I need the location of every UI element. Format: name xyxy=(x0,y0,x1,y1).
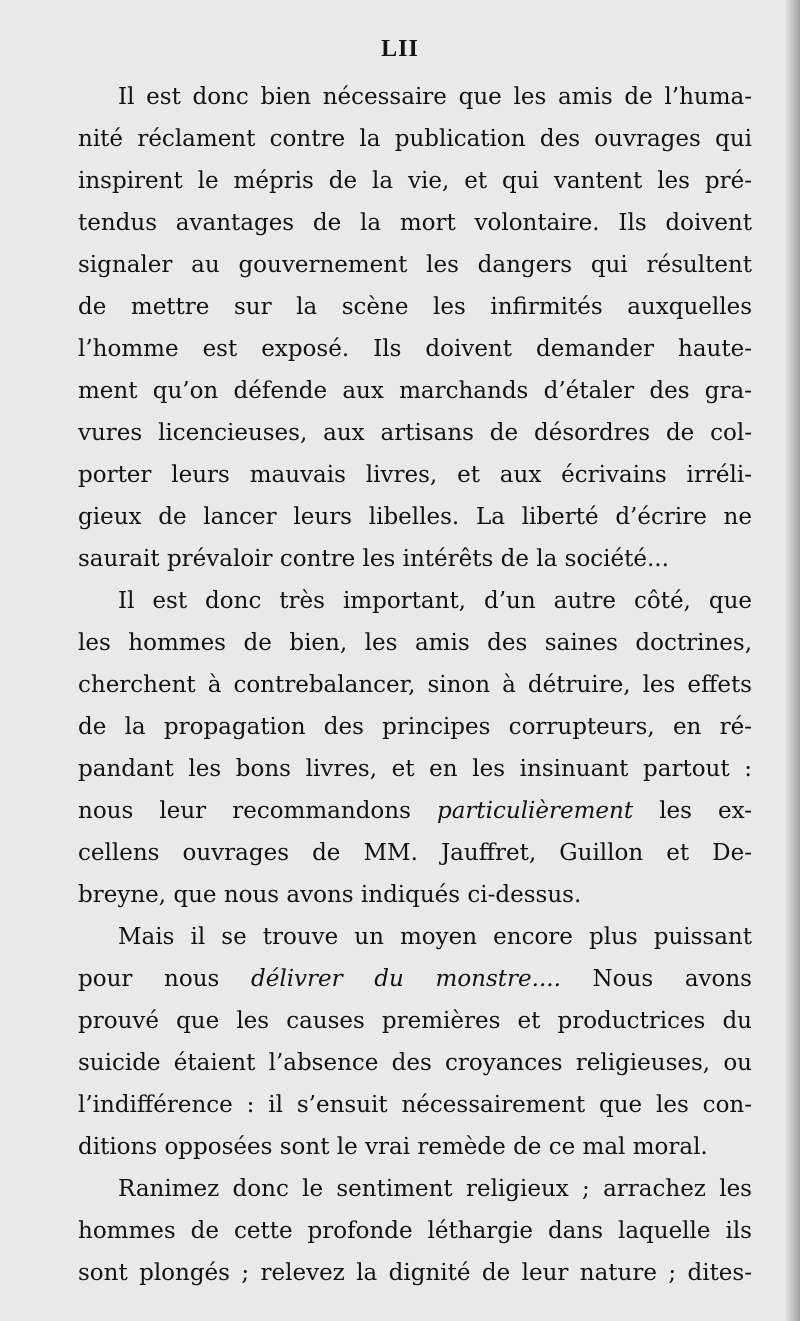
text-line xyxy=(78,1000,752,1042)
text-line xyxy=(78,832,752,874)
text-line xyxy=(78,118,752,160)
text-line xyxy=(78,286,752,328)
text-run: pandant les bons livres, et en les insinuant partout : xyxy=(78,756,752,782)
text-run: cherchent à contrebalancer, sinon à détruire, les effets xyxy=(78,672,752,698)
text-run: signaler au gouvernement les dangers qui résultent xyxy=(78,252,752,278)
text-line xyxy=(78,1126,752,1168)
text-run: l’homme est exposé. Ils doivent demander haute- xyxy=(78,336,752,362)
text-run: Mais il se trouve un moyen encore plus puissant xyxy=(118,924,752,950)
text-line xyxy=(78,1210,752,1252)
text-line xyxy=(78,160,752,202)
text-line xyxy=(78,706,752,748)
text-line xyxy=(78,874,752,916)
text-line xyxy=(78,328,752,370)
text-run: les ex- xyxy=(633,798,752,824)
text-run: gieux de lancer leurs libelles. La liberté d’écrire ne xyxy=(78,504,752,530)
text-run: breyne, que nous avons indiqués ci-dessus. xyxy=(78,882,582,908)
text-run: cellens ouvrages de MM. Jauffret, Guillon et De- xyxy=(78,840,752,866)
text-run: tendus avantages de la mort volontaire. Ils doivent xyxy=(78,210,752,236)
italic-phrase: délivrer du monstre.... xyxy=(251,966,561,992)
text-run: suicide étaient l’absence des croyances religieuses, ou xyxy=(78,1050,752,1076)
page-number: LII xyxy=(381,36,419,62)
body-text xyxy=(78,76,752,1294)
text-run: les hommes de bien, les amis des saines doctrines, xyxy=(78,630,752,656)
text-line xyxy=(78,538,752,580)
text-run: Nous avons xyxy=(560,966,752,992)
page-edge-shadow xyxy=(784,0,800,1321)
text-run: de la propagation des principes corrupteurs, en ré- xyxy=(78,714,752,740)
text-line xyxy=(78,244,752,286)
text-line xyxy=(78,580,752,622)
text-run: nous leur recommandons xyxy=(78,798,437,824)
text-line xyxy=(78,1252,752,1294)
text-run: hommes de cette profonde léthargie dans laquelle ils xyxy=(78,1218,752,1244)
text-run: saurait prévaloir contre les intérêts de la société... xyxy=(78,546,669,572)
text-run: l’indifférence : il s’ensuit nécessairement que les con- xyxy=(78,1092,752,1118)
text-line xyxy=(78,622,752,664)
text-run: de mettre sur la scène les infirmités auxquelles xyxy=(78,294,752,320)
text-run: inspirent le mépris de la vie, et qui vantent les pré- xyxy=(78,168,752,194)
text-run: porter leurs mauvais livres, et aux écrivains irréli- xyxy=(78,462,752,488)
text-run: vures licencieuses, aux artisans de désordres de col- xyxy=(78,420,752,446)
text-line xyxy=(78,1042,752,1084)
text-line xyxy=(78,202,752,244)
text-run: sont plongés ; relevez la dignité de leur nature ; dites- xyxy=(78,1260,752,1286)
text-line xyxy=(78,958,752,1000)
text-run: Il est donc bien nécessaire que les amis de l’huma- xyxy=(118,84,752,110)
text-run: Ranimez donc le sentiment religieux ; arrachez les xyxy=(118,1176,752,1202)
text-line xyxy=(78,790,752,832)
text-line xyxy=(78,1168,752,1210)
text-line xyxy=(78,748,752,790)
italic-phrase: particulièrement xyxy=(436,798,634,824)
text-line xyxy=(78,496,752,538)
text-line xyxy=(78,454,752,496)
text-line xyxy=(78,916,752,958)
text-line xyxy=(78,664,752,706)
text-run: nité réclament contre la publication des ouvrages qui xyxy=(78,126,752,152)
text-run: ment qu’on défende aux marchands d’étaler des gra- xyxy=(78,378,752,404)
text-run: ditions opposées sont le vrai remède de ce mal moral. xyxy=(78,1134,708,1160)
text-line xyxy=(78,76,752,118)
text-run: Il est donc très important, d’un autre côté, que xyxy=(118,588,752,614)
text-line xyxy=(78,412,752,454)
text-line xyxy=(78,1084,752,1126)
text-run: pour nous xyxy=(78,966,251,992)
text-line xyxy=(78,370,752,412)
text-run: prouvé que les causes premières et productrices du xyxy=(78,1008,752,1034)
